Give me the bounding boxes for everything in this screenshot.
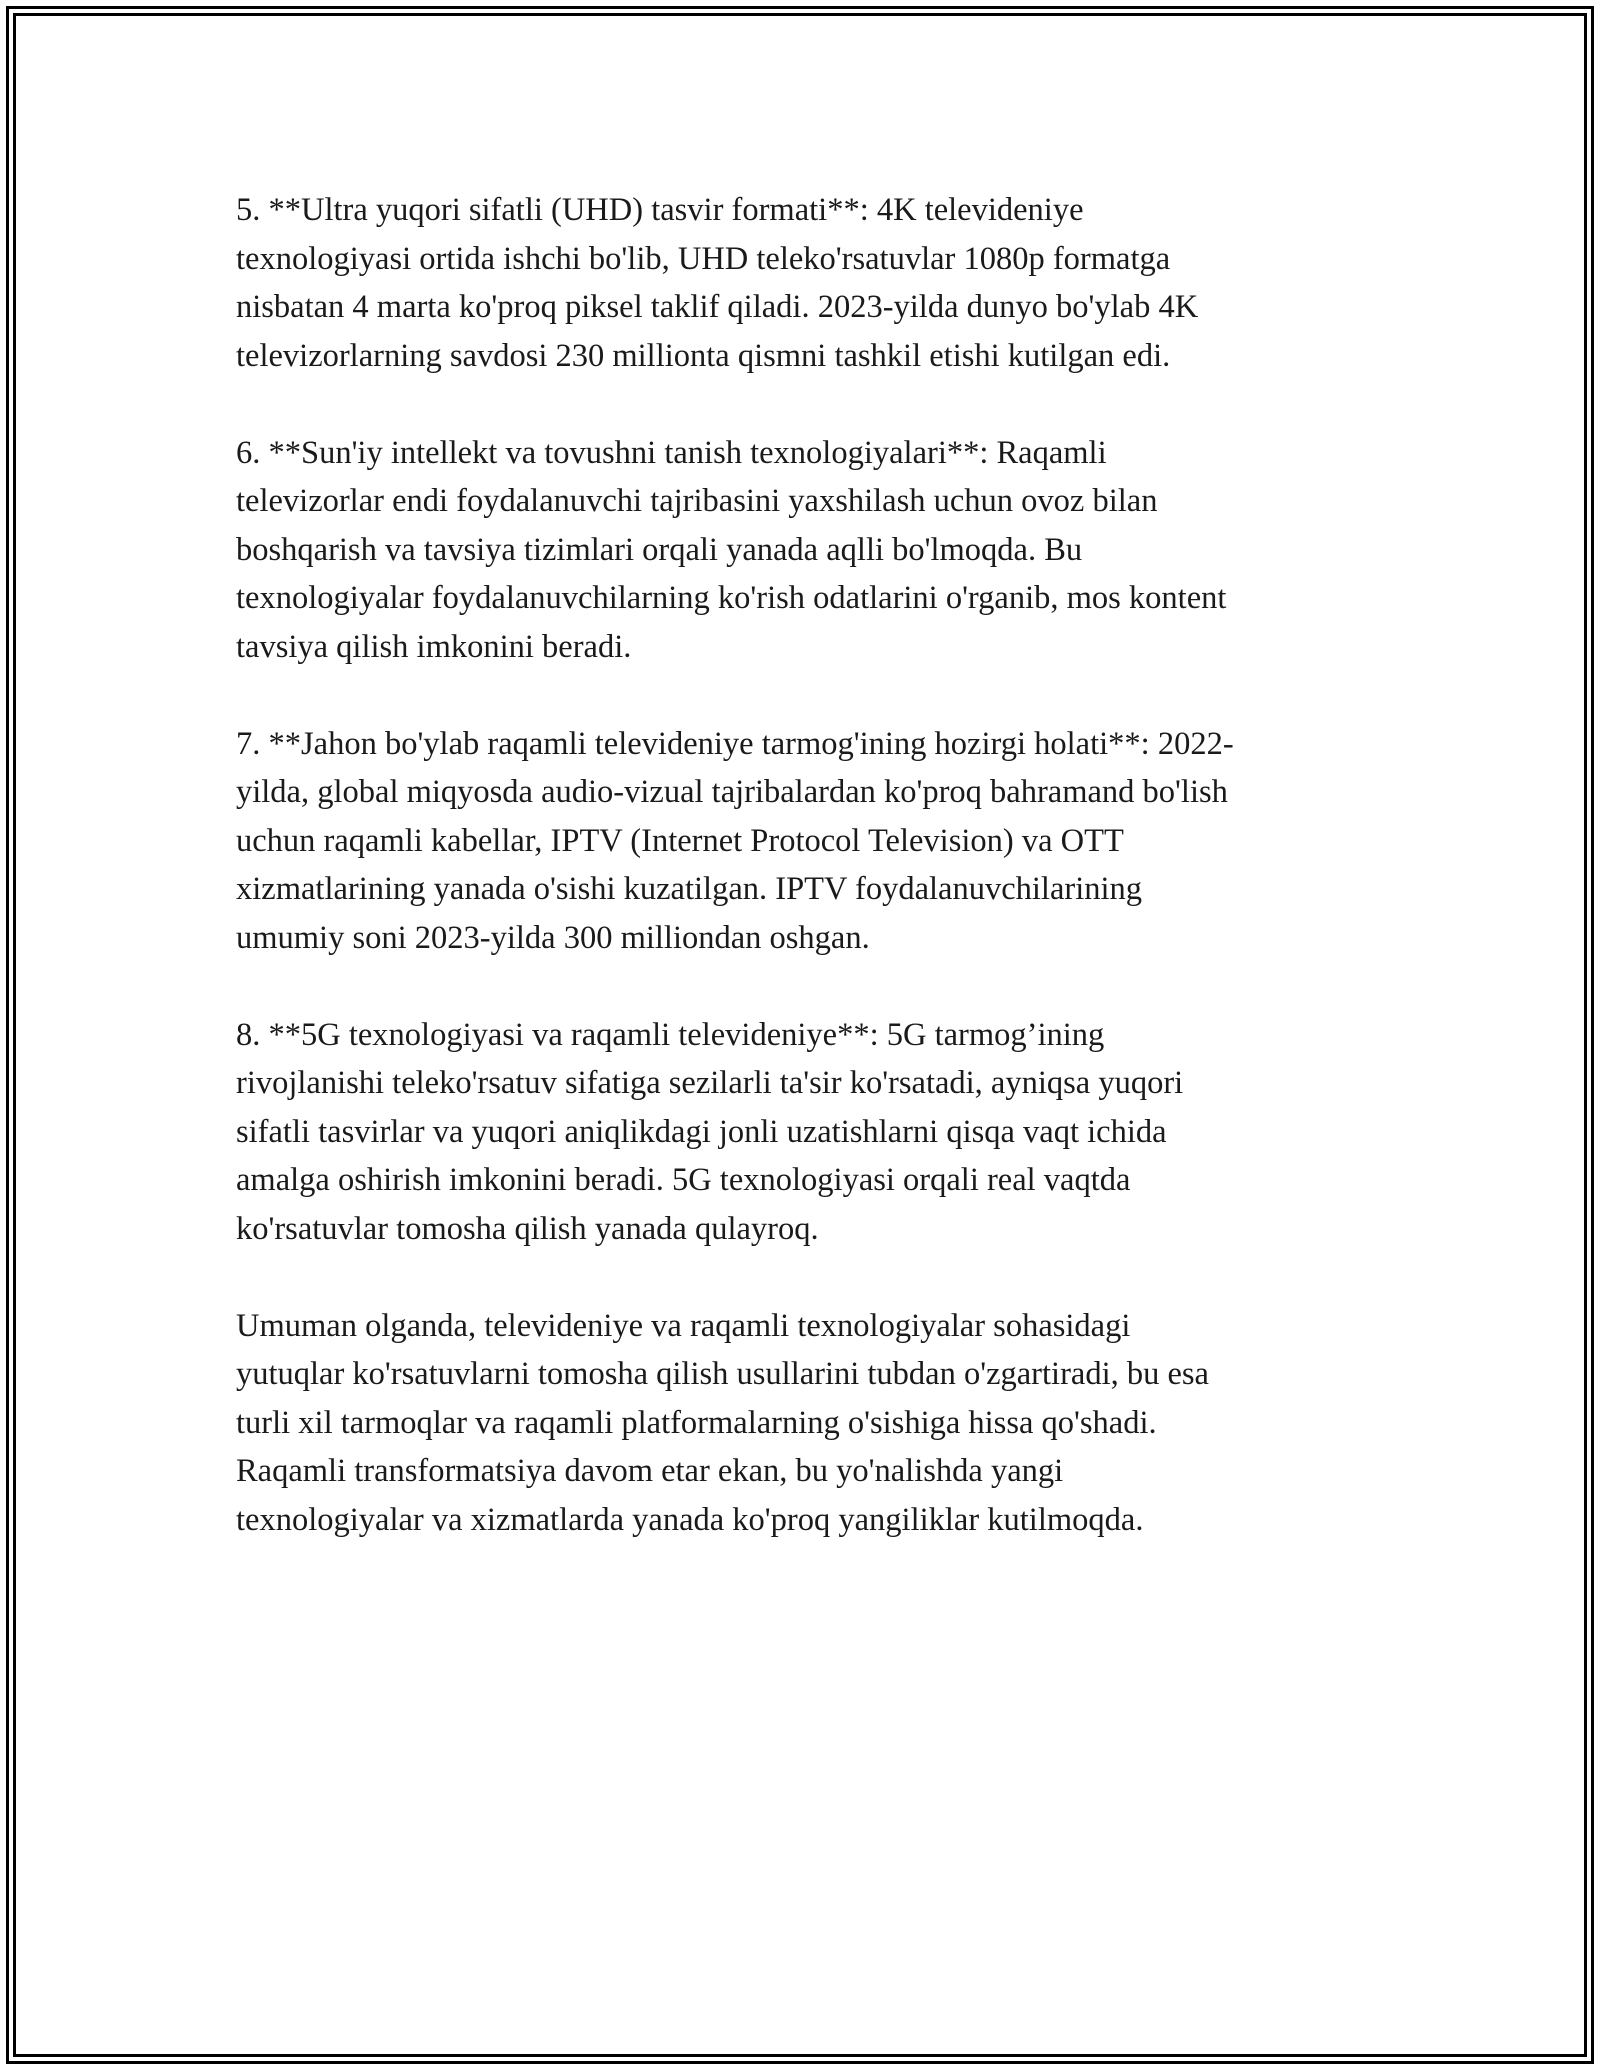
text-line: 5. **Ultra yuqori sifatli (UHD) tasvir formati**: 4K televideniye: [236, 192, 1084, 228]
text-line: 7. **Jahon bo'ylab raqamli televideniye tarmog'ining hozirgi holati**: 2022-: [236, 725, 1234, 762]
text-line: texnologiyalar va xizmatlarda yanada ko'proq yangiliklar kutilmoqda.: [236, 1501, 1144, 1538]
text-line: xizmatlarining yanada o'sishi kuzatilgan. IPTV foydalanuvchilarining: [236, 871, 1143, 907]
text-line: 6. **Sun'iy intellekt va tovushni tanish texnologiyalari**: Raqamli: [236, 434, 1107, 471]
paragraph-5g: [236, 1011, 1372, 1254]
text-line: yutuqlar ko'rsatuvlarni tomosha qilish usullarini tubdan o'zgartiradi, bu esa: [236, 1356, 1209, 1392]
paragraph-uhd: [236, 186, 1372, 380]
text-line: ko'rsatuvlar tomosha qilish yanada qulayroq.: [236, 1210, 819, 1247]
text-line: texnologiyasi ortida ishchi bo'lib, UHD teleko'rsatuvlar 1080p formatga: [236, 240, 1171, 277]
text-line: nisbatan 4 marta ko'proq piksel taklif qiladi. 2023-yilda dunyo bo'ylab 4K: [236, 289, 1199, 325]
text-line: umumiy soni 2023-yilda 300 milliondan oshgan.: [236, 919, 870, 956]
text-line: texnologiyalar foydalanuvchilarning ko'rish odatlarini o'rganib, mos kontent: [236, 580, 1227, 616]
paragraph-global-network: [236, 720, 1372, 963]
text-line: Umuman olganda, televideniye va raqamli texnologiyalar sohasidagi: [236, 1307, 1131, 1344]
text-line: uchun raqamli kabellar, IPTV (Internet Protocol Television) va OTT: [236, 822, 1124, 859]
paragraph-ai-voice: [236, 429, 1372, 672]
text-line: amalga oshirish imkonini beradi. 5G texnologiyasi orqali real vaqtda: [236, 1162, 1131, 1198]
text-line: sifatli tasvirlar va yuqori aniqlikdagi jonli uzatishlarni qisqa vaqt ichida: [236, 1113, 1167, 1150]
document-body: [236, 186, 1372, 1593]
paragraph-conclusion: [236, 1302, 1372, 1545]
text-line: Raqamli transformatsiya davom etar ekan, bu yo'nalishda yangi: [236, 1453, 1064, 1489]
text-line: yilda, global miqyosda audio-vizual tajribalardan ko'proq bahramand bo'lish: [236, 774, 1228, 810]
text-line: boshqarish va tavsiya tizimlari orqali yanada aqlli bo'lmoqda. Bu: [236, 531, 1083, 568]
text-line: televizorlarning savdosi 230 millionta qismni tashkil etishi kutilgan edi.: [236, 337, 1171, 374]
text-line: rivojlanishi teleko'rsatuv sifatiga sezilarli ta'sir ko'rsatadi, ayniqsa yuqori: [236, 1065, 1184, 1101]
text-line: 8. **5G texnologiyasi va raqamli televideniye**: 5G tarmog’ining: [236, 1016, 1105, 1053]
text-line: tavsiya qilish imkonini beradi.: [236, 628, 632, 665]
text-line: televizorlar endi foydalanuvchi tajribasini yaxshilash uchun ovoz bilan: [236, 483, 1158, 519]
text-line: turli xil tarmoqlar va raqamli platformalarning o'sishiga hissa qo'shadi.: [236, 1404, 1157, 1441]
